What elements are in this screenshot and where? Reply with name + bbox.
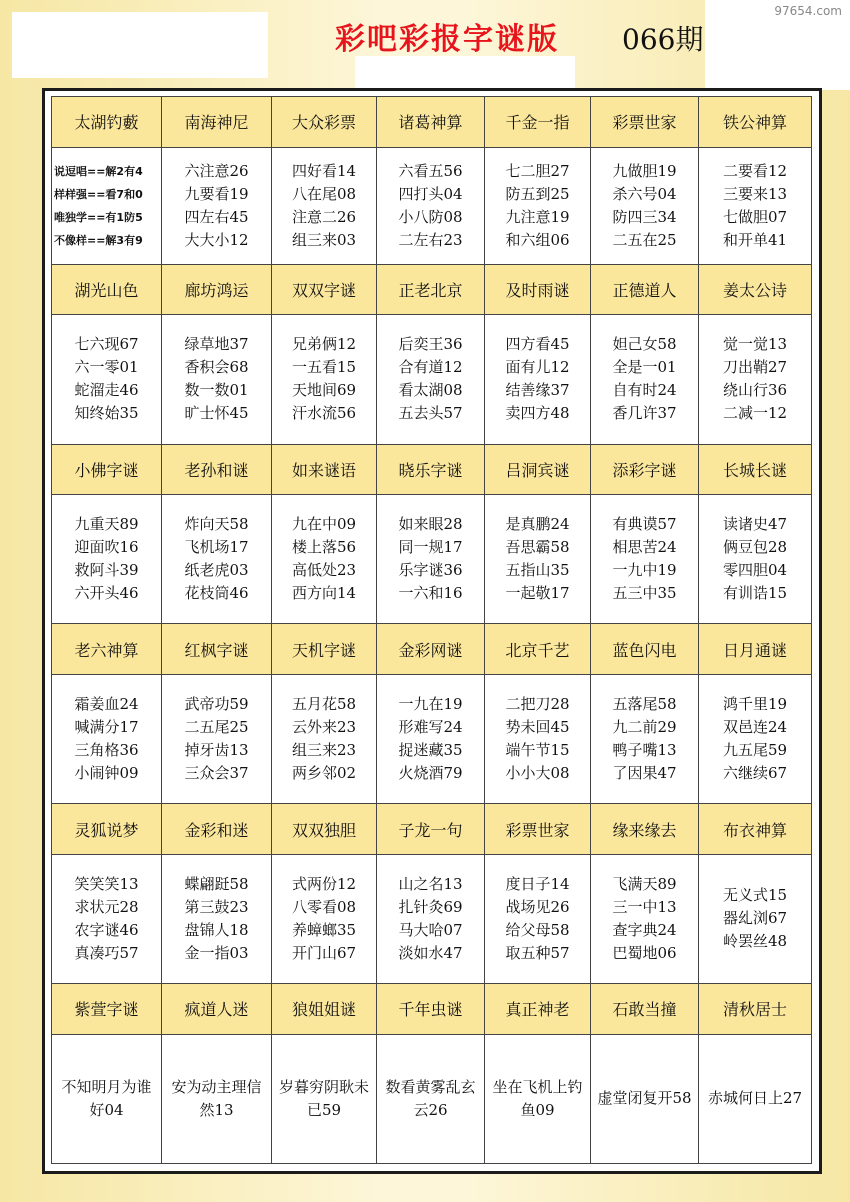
column-header: 南海神尼 [162,97,272,148]
cell-line: 纸老虎03 [184,561,249,580]
riddle-cell [52,147,162,264]
cell-line: 六开头46 [74,584,139,603]
cell-line: 香积会68 [184,358,249,377]
content-row [52,674,812,803]
riddle-cell [377,147,485,264]
column-header: 姜太公诗 [699,264,812,315]
cell-line: 是真鹏24 [505,515,570,534]
column-header: 金彩网谜 [377,624,485,675]
cell-line: 双邑连24 [722,718,788,737]
issue-number: 066期 [622,23,704,56]
cell-line: 五三中35 [612,584,677,603]
cell-line: 面有儿12 [505,358,570,377]
column-header: 如来谜语 [272,444,377,495]
cell-line: 俩豆包28 [722,538,788,557]
cell-line: 二左右23 [398,230,463,249]
cell-line: 楼上落56 [291,538,357,557]
cell-line: 四方看45 [505,335,570,354]
column-header: 缘来缘去 [591,804,699,855]
riddle-cell [272,147,377,264]
cell-line: 火烧酒79 [398,764,463,783]
column-header: 千年虫谜 [377,984,485,1035]
column-header: 添彩字谜 [591,444,699,495]
cell-line: 和六组06 [505,230,570,249]
riddle-cell [162,1034,272,1163]
content-row [52,147,812,264]
column-header: 正德道人 [591,264,699,315]
cell-line: 端午节15 [505,741,570,760]
riddle-cell [52,674,162,803]
cell-line: 自有时24 [612,381,677,400]
cell-line: 大大小12 [184,230,249,249]
cell-line: 蝶翩跹58 [184,874,249,893]
cell-line: 小闹钟09 [74,764,139,783]
cell-line: 四好看14 [291,161,357,180]
cell-line: 和开单41 [722,230,788,249]
cell-line: 山之名13 [398,874,463,893]
cell-line: 赤城何日上27 [707,1089,803,1108]
cell-line: 二五尾25 [184,718,249,737]
page-title: 彩吧彩报字谜版 [335,22,559,57]
column-header: 湖光山色 [52,264,162,315]
riddle-cell [377,495,485,624]
riddle-cell [377,315,485,444]
cell-line: 武帝功59 [184,695,249,714]
cell-line: 高低处23 [291,561,357,580]
cell-line: 岭罢丝48 [722,932,788,951]
riddle-cell [162,495,272,624]
column-header: 大众彩票 [272,97,377,148]
cell-line: 四打头04 [398,184,463,203]
column-header: 子龙一句 [377,804,485,855]
cell-line: 八在尾08 [291,184,357,203]
watermark: 97654.com [774,4,842,18]
cell-line: 器乣浏67 [722,909,788,928]
cell-line: 小小大08 [505,764,570,783]
cell-line: 旷士怀45 [184,404,249,423]
cell-line: 杀六号04 [612,184,677,203]
cell-line: 五落尾58 [612,695,677,714]
cell-line: 战场见26 [505,897,570,916]
cell-line: 二把刀28 [505,695,570,714]
cell-line: 七六现67 [74,335,139,354]
cell-line: 迎面吹16 [74,538,139,557]
column-header: 布衣神算 [699,804,812,855]
cell-line: 乐字谜36 [398,561,463,580]
cell-line: 二减一12 [722,404,788,423]
riddle-cell [162,674,272,803]
riddle-cell [377,674,485,803]
cell-line: 九五尾59 [722,741,788,760]
cell-line: 知终始35 [74,404,139,423]
riddle-cell [272,315,377,444]
riddle-cell [485,1034,591,1163]
header-row [52,984,812,1035]
content-row [52,315,812,444]
cell-line: 有典谟57 [612,515,677,534]
cell-line: 六看五56 [398,161,463,180]
column-header: 晓乐字谜 [377,444,485,495]
cell-line: 九做胆19 [612,161,677,180]
column-header: 老六神算 [52,624,162,675]
column-header: 及时雨谜 [485,264,591,315]
header-row [52,97,812,148]
cell-line: 九在中09 [291,515,357,534]
column-header: 疯道人迷 [162,984,272,1035]
column-header: 灵狐说梦 [52,804,162,855]
column-header: 日月通谜 [699,624,812,675]
cell-line: 不像样==解3有9 [54,233,143,247]
riddle-cell [591,1034,699,1163]
riddle-cell [591,674,699,803]
riddle-cell [272,495,377,624]
cell-line: 看太湖08 [398,381,463,400]
cell-line: 安为动主理信 [171,1077,262,1096]
riddle-cell [699,854,812,983]
cell-line: 势未回45 [505,718,570,737]
cell-line: 不知明月为谁 [61,1077,152,1096]
cell-line: 六继续67 [722,764,788,783]
column-header: 清秋居士 [699,984,812,1035]
cell-line: 蛇溜走46 [74,381,139,400]
cell-line: 小八防08 [398,207,463,226]
header-row [52,624,812,675]
riddle-cell [272,854,377,983]
cell-line: 五月花58 [291,695,357,714]
cell-line: 西方向14 [291,584,357,603]
cell-line: 如来眼28 [398,515,463,534]
cell-line: 三要来13 [722,184,788,203]
cell-line: 吾思霸58 [505,538,570,557]
cell-line: 然13 [199,1100,234,1119]
cell-line: 妲己女58 [612,335,677,354]
content-row [52,1034,812,1163]
cell-line: 三众会37 [184,764,249,783]
cell-line: 淡如水47 [398,943,463,962]
cell-line: 后奕王36 [398,335,463,354]
cell-line: 开门山67 [291,943,357,962]
cell-line: 两乡邻02 [291,764,357,783]
cell-line: 飞机场17 [184,538,249,557]
cell-line: 觉一觉13 [722,335,788,354]
riddle-cell [485,315,591,444]
cell-line: 无义式15 [722,886,788,905]
cell-line: 了因果47 [612,764,677,783]
column-header: 石敢当撞 [591,984,699,1035]
riddle-cell [272,1034,377,1163]
column-header: 双双字谜 [272,264,377,315]
column-header: 廊坊鸿运 [162,264,272,315]
cell-line: 九二前29 [612,718,677,737]
riddle-cell [699,495,812,624]
column-header: 彩票世家 [591,97,699,148]
column-header: 彩票世家 [485,804,591,855]
cell-line: 第三鼓23 [184,897,249,916]
cell-line: 六注意26 [184,161,249,180]
cell-line: 取五种57 [505,943,570,962]
cell-line: 卖四方48 [505,404,570,423]
column-header: 老孙和谜 [162,444,272,495]
riddle-cell [272,674,377,803]
riddle-cell [377,1034,485,1163]
header-row [52,264,812,315]
riddle-cell [162,147,272,264]
cell-line: 一九中19 [612,561,677,580]
riddle-cell [377,854,485,983]
column-header: 蓝色闪电 [591,624,699,675]
riddle-cell [52,495,162,624]
riddle-cell [485,147,591,264]
cell-line: 组三来03 [291,230,357,249]
column-header: 正老北京 [377,264,485,315]
cell-line: 鱼09 [520,1100,555,1119]
cell-line: 七二胆27 [505,161,570,180]
cell-line: 绿草地37 [184,335,249,354]
column-header: 真正神老 [485,984,591,1035]
cell-line: 四左右45 [184,207,249,226]
column-header: 双双独胆 [272,804,377,855]
header-row [52,804,812,855]
cell-line: 鸭子嘴13 [612,741,677,760]
cell-line: 注意二26 [291,207,357,226]
cell-line: 盘锦人18 [184,920,249,939]
cell-line: 全是一01 [612,358,677,377]
cell-line: 唯独学==有1防5 [54,210,143,224]
cell-line: 结善缘37 [505,381,570,400]
column-header: 太湖钓藪 [52,97,162,148]
cell-line: 岁暮穷阴耿未 [278,1077,369,1096]
column-header: 小佛字谜 [52,444,162,495]
cell-line: 一起敬17 [505,584,570,603]
cell-line: 八零看08 [291,897,357,916]
cell-line: 刀出鞘27 [722,358,788,377]
cell-line: 马大哈07 [398,920,463,939]
cell-line: 读诸史47 [722,515,788,534]
cell-line: 有训诰15 [722,584,788,603]
cell-line: 九重天89 [74,515,139,534]
riddle-cell [485,495,591,624]
cell-line: 汗水流56 [291,404,357,423]
column-header: 北京千艺 [485,624,591,675]
cell-line: 组三来23 [291,741,357,760]
cell-line: 喊满分17 [74,718,139,737]
cell-line: 坐在飞机上钓 [492,1077,583,1096]
cell-line: 飞满天89 [612,874,677,893]
cell-line: 云外来23 [291,718,357,737]
cell-line: 零四胆04 [722,561,788,580]
cell-line: 防五到25 [505,184,570,203]
riddle-cell [699,147,812,264]
cell-line: 查字典24 [612,920,677,939]
riddle-cell [699,315,812,444]
cell-line: 五去头57 [398,404,463,423]
cell-line: 真凑巧57 [74,943,139,962]
riddle-cell [485,854,591,983]
cell-line: 绕山行36 [722,381,788,400]
cell-line: 虚堂闭复开58 [597,1089,692,1108]
cell-line: 二五在25 [612,230,677,249]
cell-line: 防四三34 [612,207,677,226]
riddle-cell [699,674,812,803]
cell-line: 扎针灸69 [398,897,463,916]
riddle-cell [591,854,699,983]
riddle-cell [591,147,699,264]
column-header: 吕洞宾谜 [485,444,591,495]
cell-line: 同一规17 [398,538,463,557]
cell-line: 炸向天58 [184,515,249,534]
riddle-cell [162,854,272,983]
cell-line: 已59 [306,1100,342,1119]
column-header: 紫萱字谜 [52,984,162,1035]
cell-line: 捉迷藏35 [398,741,463,760]
cell-line: 天地间69 [291,381,357,400]
column-header: 千金一指 [485,97,591,148]
cell-line: 求状元28 [74,897,139,916]
riddle-cell [591,495,699,624]
column-header: 狼姐姐谜 [272,984,377,1035]
cell-line: 霜姜血24 [74,695,139,714]
cell-line: 云26 [413,1100,448,1119]
blank-patch-left [12,12,268,78]
cell-line: 三角格36 [74,741,139,760]
cell-line: 五指山35 [505,561,570,580]
cell-line: 给父母58 [505,920,570,939]
cell-line: 掉牙齿13 [184,741,249,760]
column-header: 长城长谜 [699,444,812,495]
cell-line: 兄弟俩12 [291,335,357,354]
column-header: 天机字谜 [272,624,377,675]
cell-line: 九注意19 [505,207,570,226]
cell-line: 三一中13 [612,897,677,916]
cell-line: 花枝筒46 [184,584,249,603]
cell-line: 二要看12 [722,161,788,180]
riddle-cell [699,1034,812,1163]
cell-line: 农字谜46 [74,920,139,939]
cell-line: 样样强==看7和0 [54,187,143,201]
cell-line: 数一数01 [184,381,249,400]
cell-line: 七做胆07 [722,207,788,226]
column-header: 金彩和迷 [162,804,272,855]
cell-line: 好04 [89,1100,124,1119]
column-header: 诸葛神算 [377,97,485,148]
cell-line: 形难写24 [398,718,463,737]
cell-line: 合有道12 [398,358,463,377]
cell-line: 一五看15 [291,358,357,377]
cell-line: 鸿千里19 [722,695,788,714]
cell-line: 养蟑螂35 [291,920,357,939]
header-row [52,444,812,495]
riddle-cell [52,854,162,983]
content-row [52,495,812,624]
riddle-cell [52,1034,162,1163]
cell-line: 救阿斗39 [74,561,139,580]
cell-line: 金一指03 [184,943,249,962]
cell-line: 九要看19 [184,184,249,203]
riddle-table [51,96,812,1164]
cell-line: 度日子14 [505,874,570,893]
cell-line: 六一零01 [74,358,139,377]
cell-line: 式两份12 [291,874,357,893]
riddle-cell [52,315,162,444]
cell-line: 香几许37 [612,404,677,423]
riddle-cell [162,315,272,444]
cell-line: 数看黄雾乱玄 [385,1077,476,1096]
cell-line: 说逗唱==解2有4 [54,164,143,178]
riddle-cell [485,674,591,803]
cell-line: 笑笑笑13 [74,874,139,893]
cell-line: 相思苦24 [612,538,677,557]
cell-line: 巴蜀地06 [612,943,677,962]
blank-patch-center [355,56,575,92]
column-header: 铁公神算 [699,97,812,148]
riddle-cell [591,315,699,444]
column-header: 红枫字谜 [162,624,272,675]
content-row [52,854,812,983]
cell-line: 一六和16 [398,584,463,603]
cell-line: 一九在19 [398,695,463,714]
